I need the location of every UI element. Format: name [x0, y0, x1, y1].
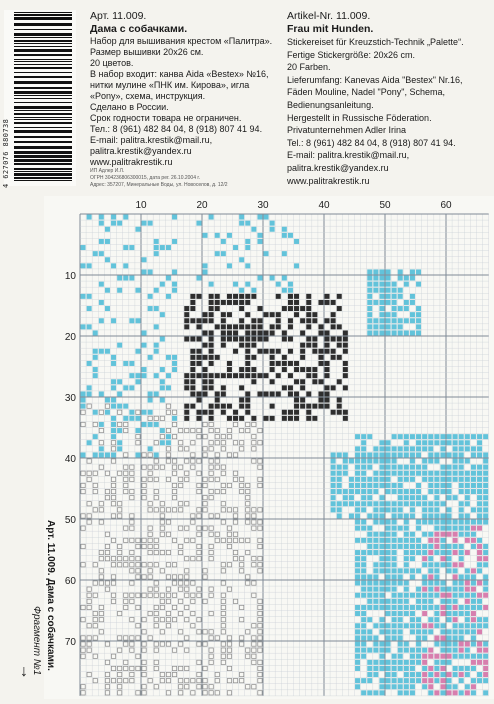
- article-number-ru: Арт. 11.009.: [90, 10, 147, 22]
- desc-line-ru: Размер вышивки 20x26 см.: [90, 47, 204, 57]
- row-number-label: 50: [64, 515, 76, 526]
- desc-line-de: E-mail: palitra.krestik@mail.ru,: [287, 150, 410, 161]
- desc-line-de: 20 Farben.: [287, 62, 331, 73]
- article-number-de: Artikel-Nr. 11.009.: [287, 10, 371, 22]
- publisher-line: ИП Адлер И.Л.: [90, 168, 125, 174]
- desc-line-de: palitra.krestik@yandex.ru: [287, 162, 389, 173]
- publisher-line: Адрес: 357207, Минеральные Воды, ул. Новоселов, д. 12/2: [90, 182, 228, 188]
- desc-line-ru: «Pony», схема, инструкция.: [90, 91, 206, 101]
- desc-line-de: Privatunternehmen Adler Irina: [287, 125, 407, 136]
- row-number-label: 40: [64, 454, 76, 465]
- desc-line-ru: E-mail: palitra.krestik@mail.ru,: [90, 135, 213, 145]
- desc-line-de: Fertige Stickergröße: 20x26 cm.: [287, 49, 416, 60]
- desc-line-de: Stickereiset für Kreuzstich-Technik „Palette“.: [287, 37, 464, 47]
- product-title-de: Frau mit Hunden.: [287, 23, 374, 35]
- desc-line-ru: В набор входит: канва Aida «Bestex» №16,: [90, 69, 269, 79]
- desc-line-de: www.palitrakrestik.ru: [287, 175, 370, 186]
- column-number-label: 60: [440, 200, 452, 211]
- publisher-info: [90, 168, 282, 189]
- column-number-label: 20: [196, 200, 208, 211]
- cross-stitch-pattern: [44, 196, 494, 699]
- column-number-label: 50: [379, 200, 391, 211]
- desc-line-de: Tel.: 8 (961) 482 84 04, 8 (918) 807 41 94.: [287, 137, 456, 148]
- row-number-label: 30: [64, 393, 76, 404]
- column-number-label: 30: [257, 200, 269, 211]
- pattern-grid: [44, 196, 494, 699]
- desc-line-ru: нитки мулине «ПНК им. Кирова», игла: [90, 80, 250, 90]
- column-number-label: 40: [318, 200, 330, 211]
- barcode: [4, 10, 76, 186]
- russian-description: [90, 10, 282, 168]
- desc-line-de: Lieferumfang: Kanevas Aida "Bestex" Nr.16,: [287, 74, 463, 85]
- vertical-product-title: Арт. 11.009. Дама с собачками.: [45, 520, 56, 671]
- column-number-label: 10: [135, 200, 147, 211]
- desc-line-ru: Тел.: 8 (961) 482 84 04, 8 (918) 807 41 94.: [90, 124, 263, 134]
- product-title-ru: Дама с собачками.: [90, 23, 188, 35]
- desc-line-ru: palitra.krestik@yandex.ru: [90, 146, 192, 156]
- row-number-label: 20: [64, 332, 76, 343]
- desc-line-ru: 20 цветов.: [90, 58, 134, 68]
- arrow-down-icon: ↓: [20, 663, 28, 680]
- row-number-label: 10: [64, 271, 76, 282]
- desc-line-ru: www.palitrakrestik.ru: [90, 157, 173, 167]
- fragment-label: Фрагмент №1: [31, 606, 42, 676]
- desc-line-ru: Срок годности товара не ограничен.: [90, 113, 242, 123]
- desc-line-ru: Сделано в России.: [90, 102, 169, 112]
- row-number-label: 60: [64, 576, 76, 587]
- desc-line-de: Fäden Mouline, Nadel "Pony", Schema,: [287, 87, 445, 98]
- desc-line-ru: Набор для вышивания крестом «Палитра».: [90, 36, 273, 46]
- barcode-digits: 4 627076 880738: [2, 118, 10, 188]
- row-number-label: 70: [64, 637, 76, 648]
- desc-line-de: Bedienungsanleitung.: [287, 99, 374, 110]
- publisher-line: ОГРН 304236806300015, дата рег. 26.10.2004 г.: [90, 175, 200, 181]
- desc-line-de: Hergestellt in Russische Föderation.: [287, 112, 432, 123]
- german-description: [287, 10, 487, 187]
